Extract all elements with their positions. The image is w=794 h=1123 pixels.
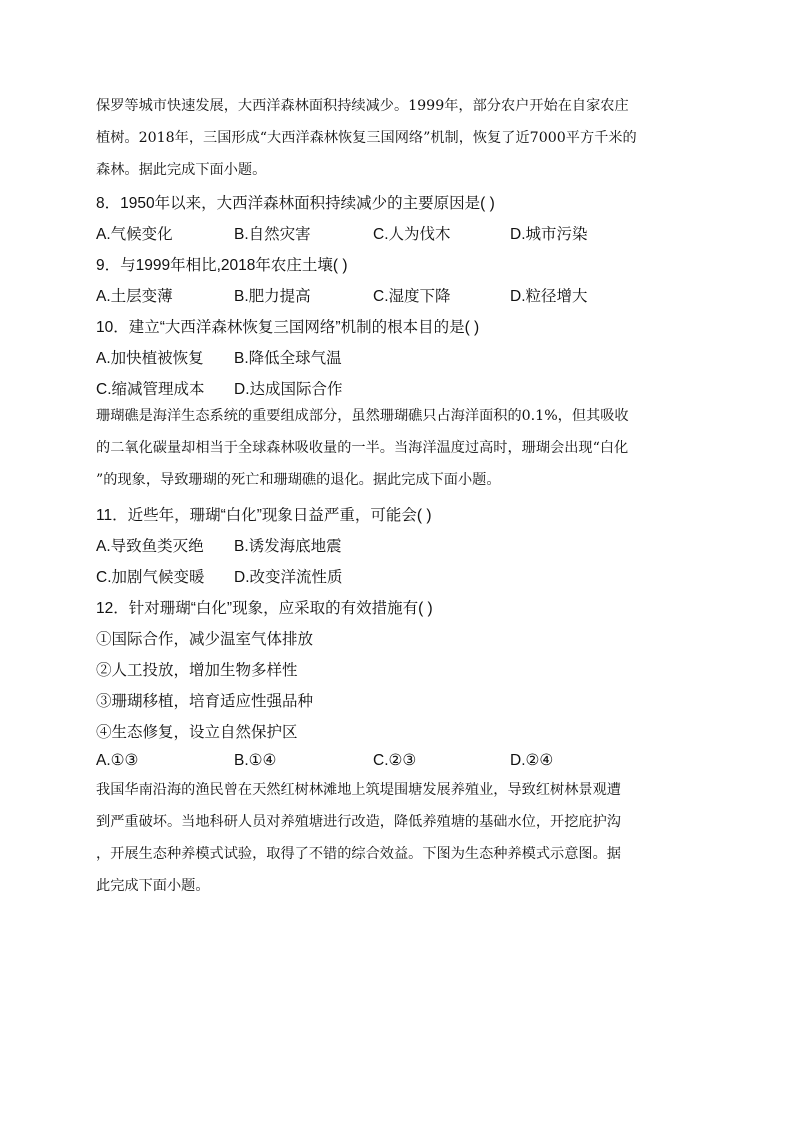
passage-line: 的二氧化碳量却相当于全球森林吸收量的一半。当海洋温度过高时，珊瑚会出现“白化 (96, 440, 629, 456)
passage-atlantic-forest (96, 90, 698, 186)
option-d: D.②④ (510, 752, 554, 769)
passage-line: 珊瑚礁是海洋生态系统的重要组成部分，虽然珊瑚礁只占海洋面积的0.1%，但其吸收 (96, 408, 629, 424)
passage-line: 森林。据此完成下面小题。 (96, 162, 267, 178)
option-c: C.加剧气候变暖 (96, 569, 205, 586)
passage-line: 植树。2018年，三国形成“大西洋森林恢复三国网络”机制，恢复了近7000平方千米的 (96, 130, 637, 146)
option-b: B.降低全球气温 (234, 350, 342, 367)
question-9-stem: 9．与1999年相比,2018年农庄土壤( ) (96, 257, 348, 274)
option-d: D.改变洋流性质 (234, 569, 343, 586)
question-12-stem: 12．针对珊瑚“白化”现象，应采取的有效措施有( ) (96, 600, 433, 617)
passage-line: 保罗等城市快速发展，大西洋森林面积持续减少。1999年，部分农户开始在自家农庄 (96, 98, 629, 114)
option-d: D.城市污染 (510, 226, 588, 243)
question-12-item-3: ③珊瑚移植，培育适应性强品种 (96, 693, 314, 710)
option-c: C.人为伐木 (373, 226, 451, 243)
option-d: D.粒径增大 (510, 288, 588, 305)
option-a: A.①③ (96, 752, 139, 769)
option-b: B.自然灾害 (234, 226, 311, 243)
option-c: C.湿度下降 (373, 288, 451, 305)
option-a: A.加快植被恢复 (96, 350, 204, 367)
passage-mangrove (96, 774, 698, 902)
option-b: B.①④ (234, 752, 277, 769)
option-c: C.②③ (373, 752, 417, 769)
question-12-item-2: ②人工投放，增加生物多样性 (96, 662, 298, 679)
question-12-item-1: ①国际合作，减少温室气体排放 (96, 631, 314, 648)
passage-line: 此完成下面小题。 (96, 878, 210, 894)
question-8-stem: 8．1950年以来，大西洋森林面积持续减少的主要原因是( ) (96, 195, 495, 212)
option-a: A.土层变薄 (96, 288, 173, 305)
passage-line: ”的现象，导致珊瑚的死亡和珊瑚礁的退化。据此完成下面小题。 (96, 472, 501, 488)
option-a: A.气候变化 (96, 226, 173, 243)
question-10-stem: 10．建立“大西洋森林恢复三国网络”机制的根本目的是( ) (96, 319, 480, 336)
question-11-stem: 11．近些年，珊瑚“白化”现象日益严重，可能会( ) (96, 507, 432, 524)
option-d: D.达成国际合作 (234, 381, 343, 398)
passage-coral-reef (96, 400, 698, 496)
question-12-item-4: ④生态修复，设立自然保护区 (96, 724, 298, 741)
passage-line: 到严重破坏。当地科研人员对养殖塘进行改造，降低养殖塘的基础水位，开挖庇护沟 (96, 814, 621, 830)
option-a: A.导致鱼类灭绝 (96, 538, 204, 555)
passage-line: 我国华南沿海的渔民曾在天然红树林滩地上筑堤围塘发展养殖业，导致红树林景观遭 (96, 782, 621, 798)
option-b: B.肥力提高 (234, 288, 311, 305)
option-b: B.诱发海底地震 (234, 538, 342, 555)
option-c: C.缩减管理成本 (96, 381, 205, 398)
passage-line: ，开展生态种养模式试验，取得了不错的综合效益。下图为生态种养模式示意图。据 (96, 846, 621, 862)
